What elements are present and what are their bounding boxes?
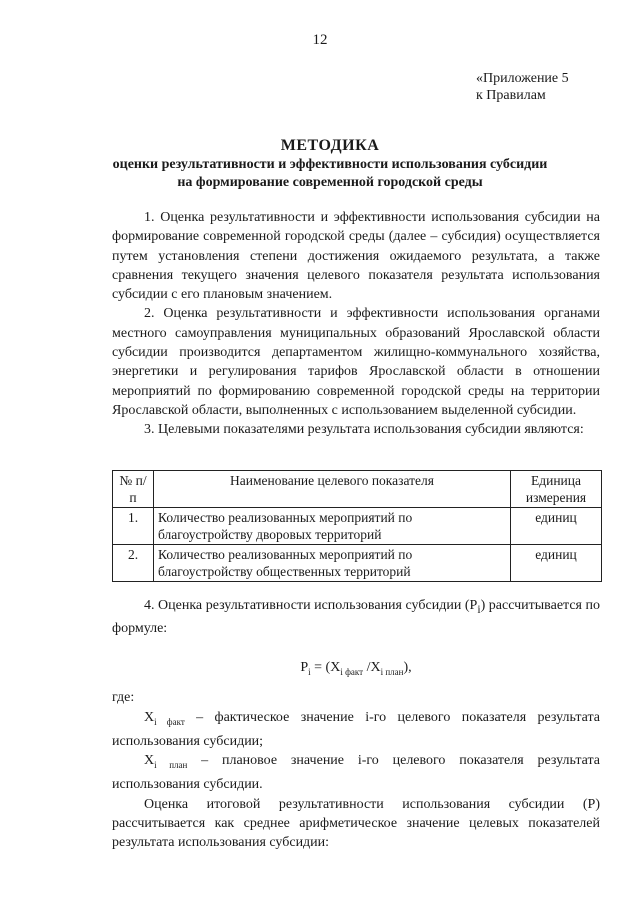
table-row [113, 508, 602, 545]
title-subtitle-line-2: на формирование современной городской среды [177, 175, 483, 190]
body-section-1 [112, 208, 600, 440]
header-indicator-name: Наименование целевого показателя [154, 471, 511, 508]
definition-planned-text: – плановое значение i-го целевого показателя результата использования субсидии. [112, 753, 600, 793]
definition-actual: $X_{i факт}$ – фактическое значение i-го целевого показателя результата использования субсидии; [112, 709, 600, 749]
paragraph-5: Оценка итоговой результативности использования субсидии (P) рассчитывается как среднее арифметическое значение целевых показателей результата использования субсидии: [112, 796, 600, 851]
page-number: 12 [312, 32, 328, 48]
appendix-line-2: к Правилам [476, 88, 546, 103]
formula-eq: = (X [310, 660, 341, 676]
paragraph-4 [112, 596, 600, 638]
title-subtitle-line-1: оценки результативности и эффективности использования субсидии [112, 157, 548, 172]
header-unit: Единица измерения [511, 471, 602, 508]
row-unit: единиц [511, 545, 602, 582]
paragraph-4-end: ) рассчитывается по формуле: [112, 598, 601, 637]
formula-slash: /X [363, 660, 381, 676]
paragraph-3: 3. Целевыми показателями результата использования субсидии являются: [144, 422, 584, 438]
row-number: 2. [113, 545, 154, 582]
definition-actual-text: – фактическое значение i-го целевого показателя результата использования субсидии; [112, 709, 600, 749]
row-indicator-name: Количество реализованных мероприятий по благоустройству общественных территорий [154, 545, 511, 582]
row-number: 1. [113, 508, 154, 545]
row-indicator-name: Количество реализованных мероприятий по благоустройству дворовых территорий [154, 508, 511, 545]
document-title [60, 136, 600, 192]
formula-lhs-subscript: i [308, 667, 311, 678]
formula-denominator-subscript: i план [380, 667, 404, 678]
appendix-line-1: «Приложение 5 [476, 71, 569, 86]
indicators-table [112, 470, 602, 582]
body-section-2 [112, 596, 600, 852]
definition-planned: $X_{i план}$ – плановое значение i-го целевого показателя результата использования субсидии. [112, 753, 600, 793]
header-number: № п/п [113, 471, 154, 508]
row-unit: единиц [511, 508, 602, 545]
paragraph-4-subscript: i [477, 602, 481, 616]
formula-numerator-subscript: i факт [340, 667, 364, 678]
appendix-reference [476, 70, 569, 104]
paragraph-1: 1. Оценка результативности и эффективности использования субсидии на формирование современной городской среды (далее – субсидия) осуществляется путем установления степени достижения ожидаемого результата, а также сравнения текущего значения целевого показателя результата использования субсидии с его плановым значением. [112, 210, 600, 303]
paragraph-4-start: 4. Оценка результативности использования субсидии (P [144, 598, 478, 613]
formula-lhs: P [300, 660, 309, 676]
definition-actual-subscript: i факт [154, 716, 185, 727]
formula-pi [112, 658, 600, 682]
where-label: где: [112, 690, 135, 706]
formula-end: ), [403, 660, 412, 676]
title-main: МЕТОДИКА [280, 137, 380, 154]
definition-planned-subscript: i план [154, 759, 188, 770]
table-row [113, 545, 602, 582]
table-header-row [113, 471, 602, 508]
paragraph-2: 2. Оценка результативности и эффективности использования органами местного самоуправления муниципальных образований Ярославской области субсидии производится департаментом жилищно-коммунального хозяйства, энергетики и регулирования тарифов Ярославской области в отношении мероприятий по формированию современной городской среды на территории Ярославской области, выполненных с использованием выделенной субсидии. [112, 306, 600, 418]
